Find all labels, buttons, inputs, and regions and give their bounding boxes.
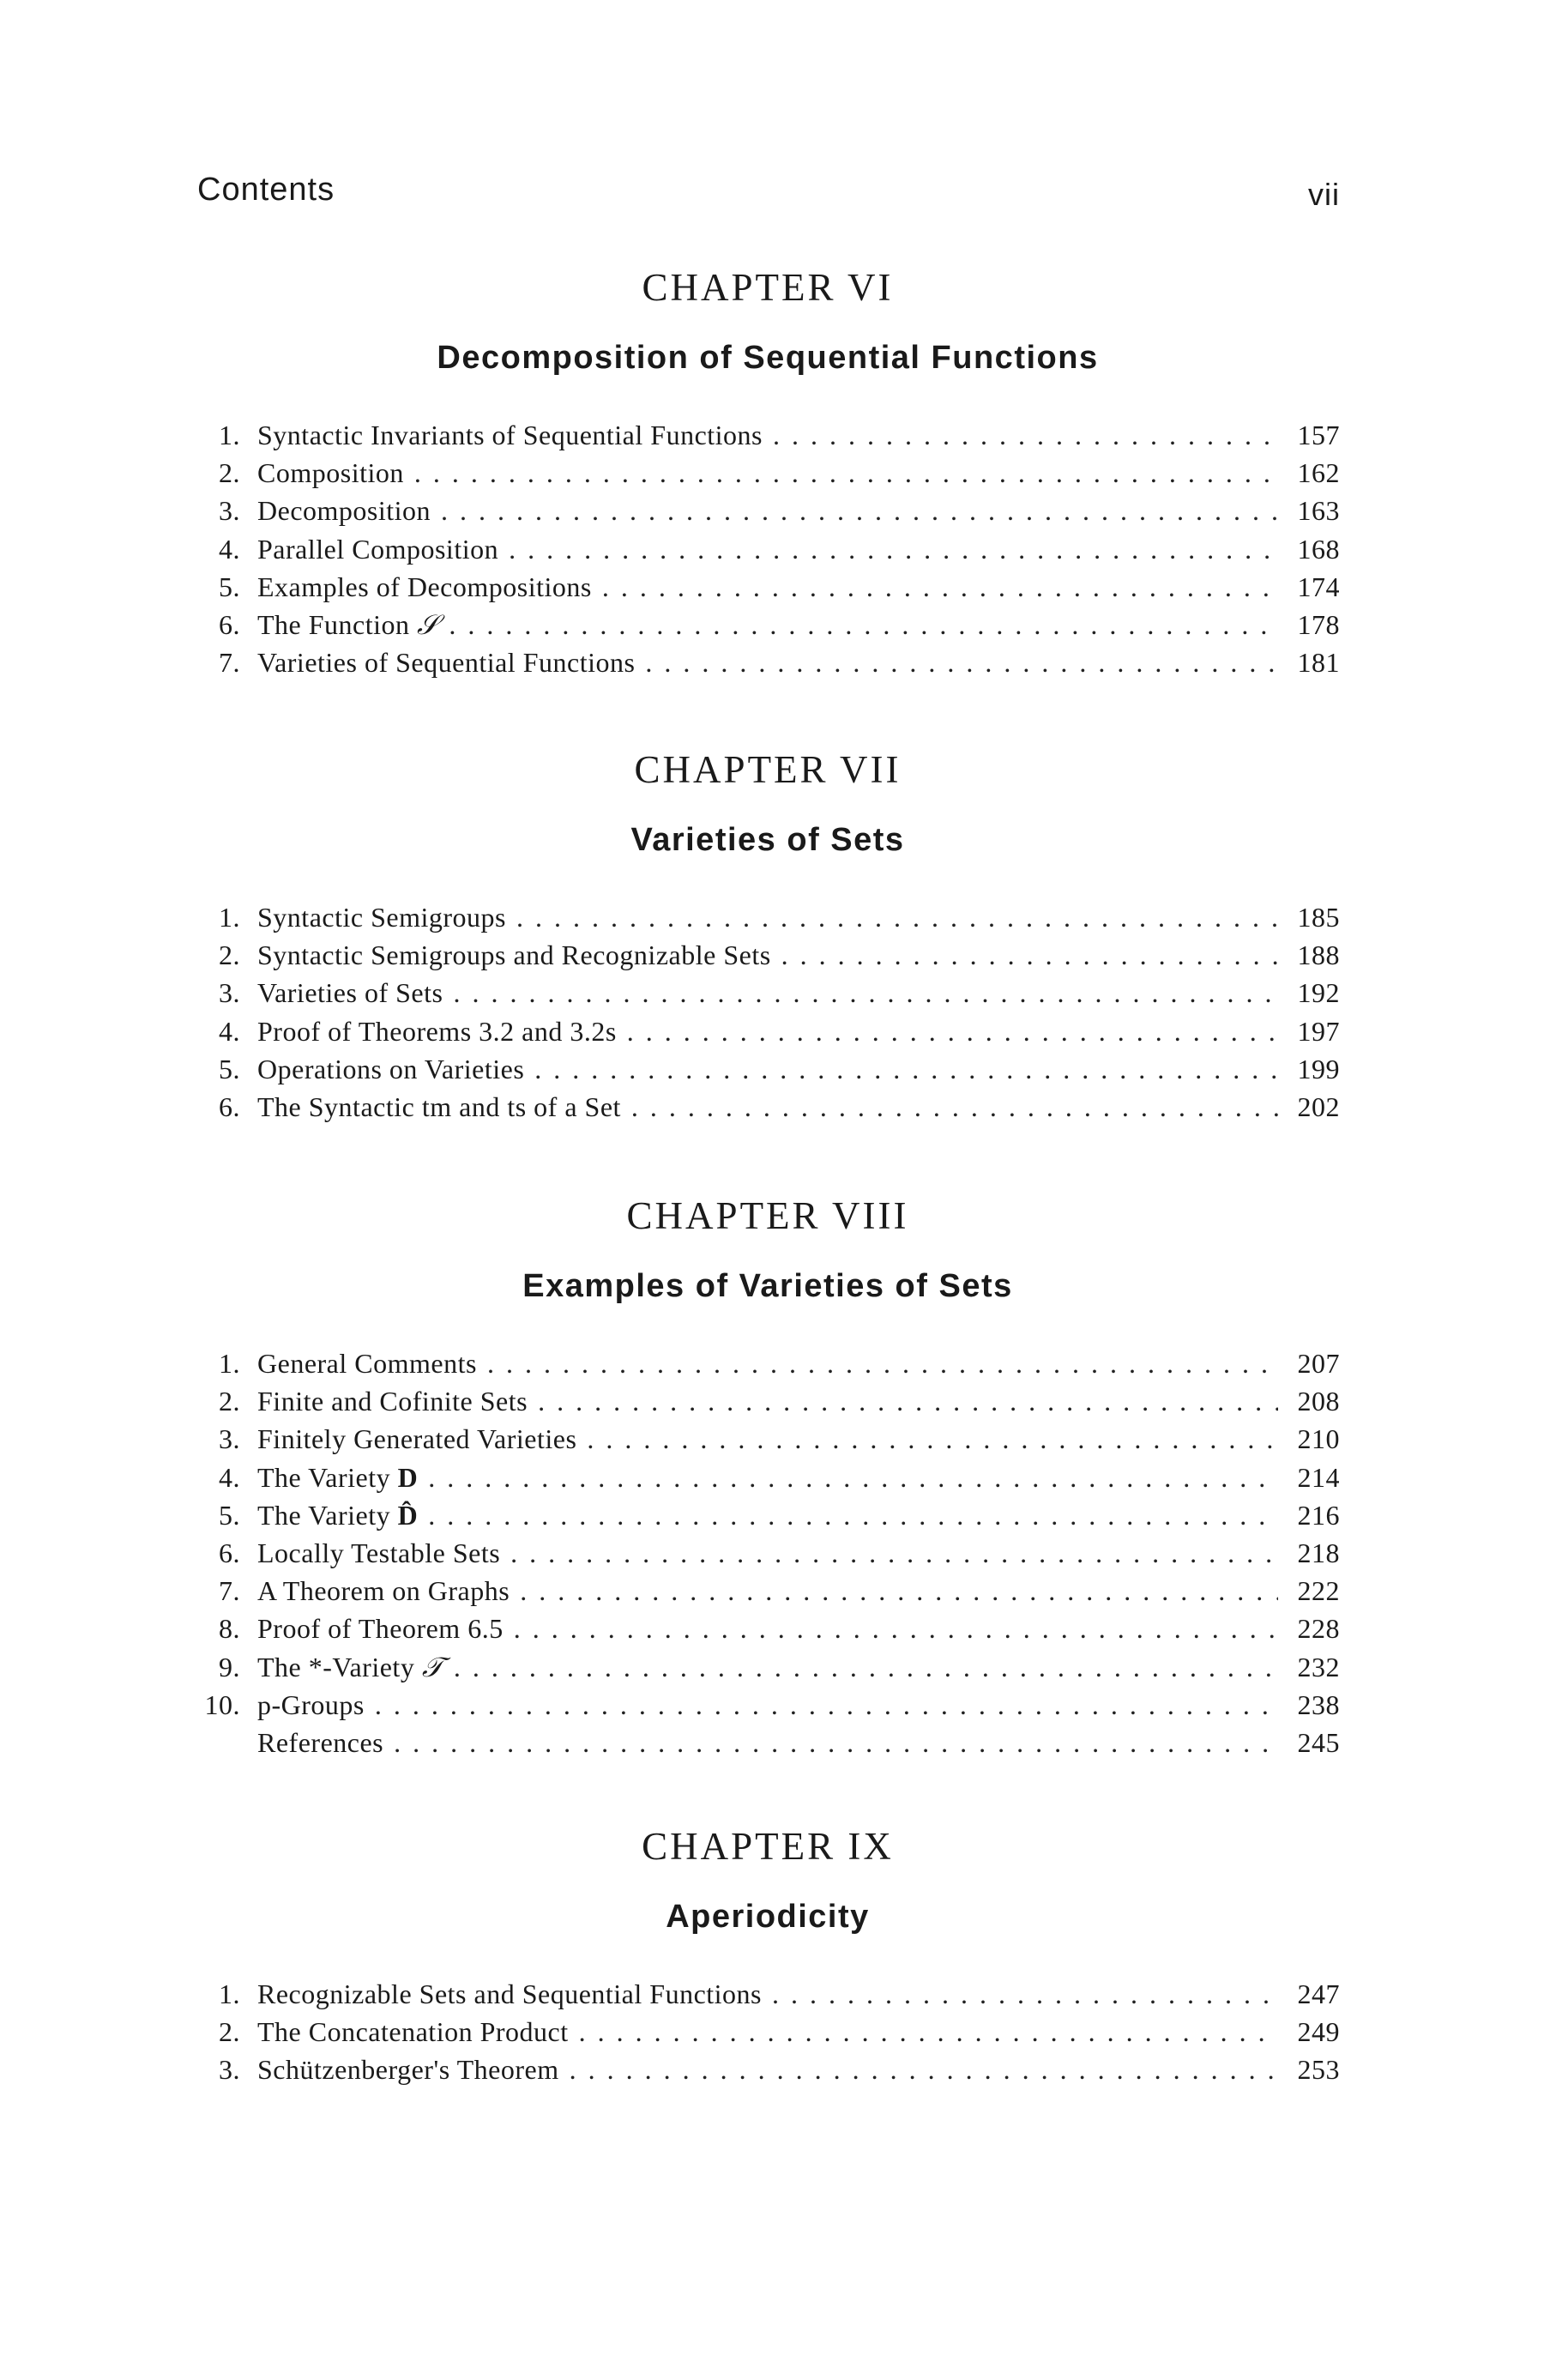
entry-number: 6. bbox=[219, 608, 240, 640]
dot-leader bbox=[441, 492, 1278, 529]
entry-number: 3. bbox=[219, 1423, 240, 1455]
toc-entry[interactable] bbox=[196, 1686, 1340, 1724]
entry-page: 228 bbox=[1297, 1613, 1340, 1645]
chapter-heading: CHAPTER IX bbox=[642, 1825, 894, 1868]
entry-title bbox=[257, 1648, 454, 1686]
entry-number: 1. bbox=[219, 1348, 240, 1379]
dot-leader bbox=[428, 1459, 1278, 1496]
toc-entry[interactable] bbox=[196, 1459, 1340, 1496]
chapter-heading: CHAPTER VII bbox=[634, 748, 902, 791]
entry-page: 238 bbox=[1297, 1688, 1340, 1720]
dot-leader bbox=[510, 1534, 1278, 1572]
entry-title: The Syntactic tm and ts of a Set bbox=[257, 1090, 621, 1122]
entry-title: References bbox=[257, 1726, 384, 1758]
entry-page: 216 bbox=[1297, 1499, 1340, 1531]
toc-entry[interactable] bbox=[196, 1648, 1340, 1686]
dot-leader bbox=[631, 1088, 1278, 1126]
toc-entry[interactable] bbox=[196, 530, 1340, 568]
entry-number: 3. bbox=[219, 495, 240, 527]
toc-entry[interactable] bbox=[196, 1088, 1340, 1126]
entry-number: 5. bbox=[219, 571, 240, 602]
entry-number: 6. bbox=[219, 1537, 240, 1568]
entry-title: Schützenberger's Theorem bbox=[257, 2054, 559, 2086]
entry-number: 5. bbox=[219, 1499, 240, 1531]
toc-entry[interactable] bbox=[196, 492, 1340, 529]
dot-leader bbox=[538, 1382, 1278, 1420]
entry-page: 157 bbox=[1297, 420, 1340, 450]
entry-title: Proof of Theorems 3.2 and 3.2s bbox=[257, 1015, 617, 1047]
entry-title-text: The Function bbox=[257, 608, 410, 640]
dot-leader bbox=[487, 1344, 1278, 1382]
entry-page: 214 bbox=[1297, 1461, 1340, 1493]
entry-title: A Theorem on Graphs bbox=[257, 1575, 510, 1607]
entry-page: 207 bbox=[1297, 1348, 1340, 1379]
running-head bbox=[197, 172, 1340, 223]
entry-page: 197 bbox=[1297, 1015, 1340, 1047]
entry-title-text: The *-Variety bbox=[257, 1651, 415, 1682]
entry-number: 5. bbox=[219, 1053, 240, 1084]
dot-leader bbox=[534, 1050, 1278, 1088]
entry-number: 10. bbox=[204, 1688, 240, 1720]
entry-page: 192 bbox=[1297, 977, 1340, 1009]
entry-page: 181 bbox=[1297, 647, 1340, 679]
entry-title: Syntactic Semigroups and Recognizable Sets bbox=[257, 939, 771, 971]
toc-entry[interactable] bbox=[196, 1012, 1340, 1050]
entry-page: 253 bbox=[1297, 2054, 1340, 2086]
dot-leader bbox=[375, 1686, 1278, 1724]
dot-leader bbox=[570, 2051, 1278, 2088]
chapter-section bbox=[196, 1190, 1340, 1761]
toc-entry[interactable] bbox=[196, 1724, 1340, 1761]
dot-leader bbox=[587, 1420, 1278, 1458]
entry-title: Finitely Generated Varieties bbox=[257, 1423, 577, 1455]
entry-number: 4. bbox=[219, 533, 240, 565]
entry-number: 2. bbox=[219, 457, 240, 489]
entry-title: Syntactic Invariants of Sequential Functions bbox=[257, 420, 763, 450]
toc-entry[interactable] bbox=[196, 1344, 1340, 1382]
entry-title: General Comments bbox=[257, 1348, 477, 1379]
entry-page: 199 bbox=[1297, 1053, 1340, 1084]
entry-number: 6. bbox=[219, 1090, 240, 1122]
entry-title: Finite and Cofinite Sets bbox=[257, 1386, 528, 1417]
dot-leader bbox=[394, 1724, 1278, 1761]
entry-number: 1. bbox=[219, 902, 240, 933]
toc-entry[interactable] bbox=[196, 1496, 1340, 1534]
toc-entry[interactable] bbox=[196, 1975, 1340, 2013]
toc-entry[interactable] bbox=[196, 454, 1340, 492]
dot-leader bbox=[645, 643, 1278, 681]
entry-page: 208 bbox=[1297, 1386, 1340, 1417]
entry-page: 232 bbox=[1297, 1651, 1340, 1682]
entry-title bbox=[257, 1496, 428, 1534]
toc-entry[interactable] bbox=[196, 416, 1340, 454]
toc-list bbox=[196, 1344, 1340, 1761]
entry-page: 162 bbox=[1297, 457, 1340, 489]
entry-number: 7. bbox=[219, 647, 240, 679]
entry-page: 202 bbox=[1297, 1090, 1340, 1122]
dot-leader bbox=[627, 1012, 1278, 1050]
entry-page: 247 bbox=[1297, 1978, 1340, 2009]
entry-page: 210 bbox=[1297, 1423, 1340, 1455]
toc-entry[interactable] bbox=[196, 1534, 1340, 1572]
entry-number: 4. bbox=[219, 1461, 240, 1493]
chapter-section bbox=[196, 1821, 1340, 2089]
chapter-heading: CHAPTER VI bbox=[642, 266, 894, 309]
entry-title: Varieties of Sequential Functions bbox=[257, 647, 636, 679]
chapter-heading: CHAPTER VIII bbox=[626, 1194, 909, 1237]
entry-title: Composition bbox=[257, 457, 404, 489]
toc-entry[interactable] bbox=[196, 568, 1340, 606]
entry-title: Syntactic Semigroups bbox=[257, 902, 506, 933]
entry-page: 222 bbox=[1297, 1575, 1340, 1607]
entry-page: 168 bbox=[1297, 533, 1340, 565]
dot-leader bbox=[579, 2013, 1278, 2051]
dot-leader bbox=[516, 898, 1278, 936]
entry-title: Parallel Composition bbox=[257, 533, 499, 565]
entry-title: Proof of Theorem 6.5 bbox=[257, 1613, 504, 1645]
toc-list bbox=[196, 898, 1340, 1126]
entry-page: 188 bbox=[1297, 939, 1340, 971]
chapter-section bbox=[196, 744, 1340, 1126]
entry-title-text: The Variety bbox=[257, 1499, 391, 1531]
entry-page: 174 bbox=[1297, 571, 1340, 602]
entry-title: Locally Testable Sets bbox=[257, 1537, 501, 1568]
dot-leader bbox=[449, 606, 1278, 643]
toc-entry[interactable] bbox=[196, 606, 1340, 643]
entry-title: Decomposition bbox=[257, 495, 431, 527]
entry-number: 9. bbox=[219, 1651, 240, 1682]
dot-leader bbox=[428, 1496, 1278, 1534]
entry-page: 218 bbox=[1297, 1537, 1340, 1568]
chapter-section bbox=[196, 262, 1340, 681]
dot-leader bbox=[773, 416, 1278, 454]
entry-number: 8. bbox=[219, 1613, 240, 1645]
dot-leader bbox=[453, 974, 1278, 1012]
script-s-symbol: 𝒮 bbox=[417, 607, 439, 641]
toc-entry[interactable] bbox=[196, 898, 1340, 936]
chapter-title: Aperiodicity bbox=[666, 1899, 870, 1935]
entry-number: 1. bbox=[219, 1978, 240, 2009]
dot-leader bbox=[520, 1572, 1278, 1610]
toc-entry[interactable] bbox=[196, 1050, 1340, 1088]
chapter-title: Examples of Varieties of Sets bbox=[522, 1268, 1013, 1304]
entry-number: 3. bbox=[219, 977, 240, 1009]
dot-leader bbox=[514, 1610, 1278, 1647]
entry-title: The Concatenation Product bbox=[257, 2016, 569, 2048]
entry-title: Examples of Decompositions bbox=[257, 571, 592, 602]
entry-number: 2. bbox=[219, 2016, 240, 2048]
running-head-title: Contents bbox=[197, 172, 335, 208]
dot-leader bbox=[509, 530, 1278, 568]
entry-page: 249 bbox=[1297, 2016, 1340, 2048]
entry-number: 1. bbox=[219, 420, 240, 450]
entry-page: 178 bbox=[1297, 608, 1340, 640]
dot-leader bbox=[772, 1975, 1278, 2013]
bold-d-hat-symbol: D̂ bbox=[397, 1499, 419, 1531]
entry-number: 3. bbox=[219, 2054, 240, 2086]
toc-list bbox=[196, 416, 1340, 681]
entry-title bbox=[257, 1459, 428, 1496]
dot-leader bbox=[602, 568, 1278, 606]
toc-entry[interactable] bbox=[196, 1610, 1340, 1647]
entry-number: 2. bbox=[219, 1386, 240, 1417]
entry-page: 245 bbox=[1297, 1726, 1340, 1758]
entry-number: 2. bbox=[219, 939, 240, 971]
toc-entry[interactable] bbox=[196, 643, 1340, 681]
toc-list bbox=[196, 1975, 1340, 2089]
chapter-title: Decomposition of Sequential Functions bbox=[437, 340, 1099, 376]
toc-entry[interactable] bbox=[196, 2051, 1340, 2088]
entry-title bbox=[257, 606, 449, 643]
script-t-symbol: 𝒯 bbox=[421, 1650, 443, 1683]
entry-title: p-Groups bbox=[257, 1688, 365, 1720]
entry-number: 7. bbox=[219, 1575, 240, 1607]
toc-entry[interactable] bbox=[196, 974, 1340, 1012]
dot-leader bbox=[414, 454, 1278, 492]
entry-title: Varieties of Sets bbox=[257, 977, 443, 1009]
entry-page: 163 bbox=[1297, 495, 1340, 527]
toc-entry[interactable] bbox=[196, 2013, 1340, 2051]
toc-entry[interactable] bbox=[196, 1572, 1340, 1610]
entry-title-text: The Variety bbox=[257, 1461, 391, 1493]
entry-title: Operations on Varieties bbox=[257, 1053, 525, 1084]
toc-entry[interactable] bbox=[196, 1382, 1340, 1420]
toc-entry[interactable] bbox=[196, 936, 1340, 974]
entry-number: 4. bbox=[219, 1015, 240, 1047]
dot-leader bbox=[454, 1648, 1278, 1686]
dot-leader bbox=[781, 936, 1278, 974]
entry-title: Recognizable Sets and Sequential Functions bbox=[257, 1978, 762, 2009]
page-number: vii bbox=[1308, 177, 1340, 212]
toc-entry[interactable] bbox=[196, 1420, 1340, 1458]
entry-page: 185 bbox=[1297, 902, 1340, 933]
chapter-title: Varieties of Sets bbox=[630, 822, 905, 858]
bold-d-symbol: D bbox=[397, 1461, 419, 1493]
